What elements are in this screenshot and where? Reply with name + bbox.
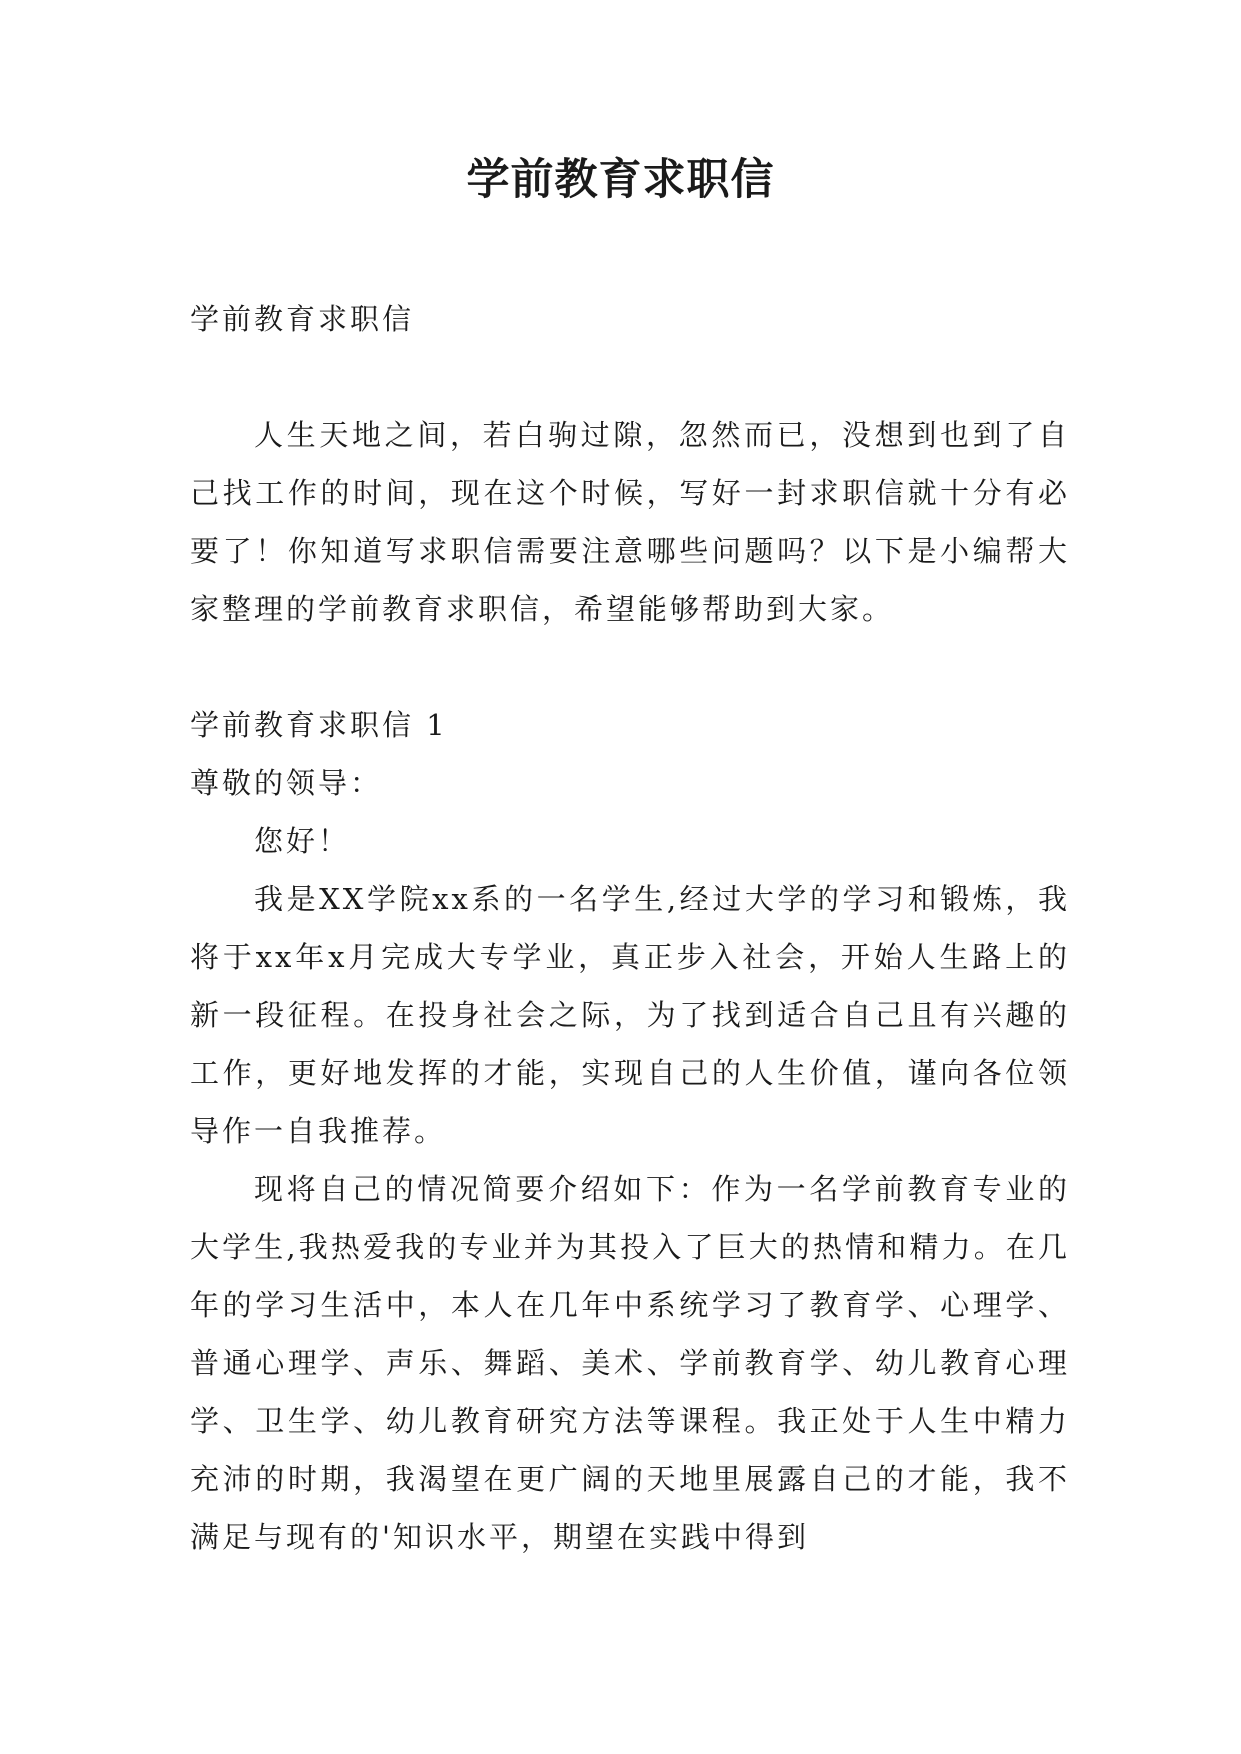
salutation: 尊敬的领导： (190, 766, 383, 800)
body-paragraph-2: 现将自己的情况简要介绍如下：作为一名学前教育专业的大学生,我热爱我的专业并为其投入了巨大的热情和精力。在几年的学习生活中，本人在几年中系统学习了教育学、心理学、普通心理学、声乐、舞蹈、美术、学前教育学、幼儿教育心理学、卫生学、幼儿教育研究方法等课程。我正处于人生中精力充沛的时期，我渴望在更广阔的天地里展露自己的才能，我不满足与现有的'知识水平，期望在实践中得到 (190, 1172, 1070, 1554)
document-subtitle: 学前教育求职信 (190, 302, 415, 336)
intro-paragraph: 人生天地之间，若白驹过隙，忽然而已，没想到也到了自己找工作的时间，现在这个时候，写好一封求职信就十分有必要了！你知道写求职信需要注意哪些问题吗？以下是小编帮大家整理的学前教育求职信，希望能够帮助到大家。 (190, 418, 1070, 626)
greeting: 您好！ (254, 824, 351, 858)
letter-heading: 学前教育求职信 1 (190, 708, 448, 742)
document-title: 学前教育求职信 (466, 155, 775, 205)
document-body (190, 290, 1070, 1566)
body-paragraph-1: 我是XX学院xx系的一名学生,经过大学的学习和锻炼，我将于xx年x月完成大专学业，真正步入社会，开始人生路上的新一段征程。在投身社会之际，为了找到适合自己且有兴趣的工作，更好地发挥的才能，实现自己的人生价值，谨向各位领导作一自我推荐。 (190, 882, 1070, 1148)
